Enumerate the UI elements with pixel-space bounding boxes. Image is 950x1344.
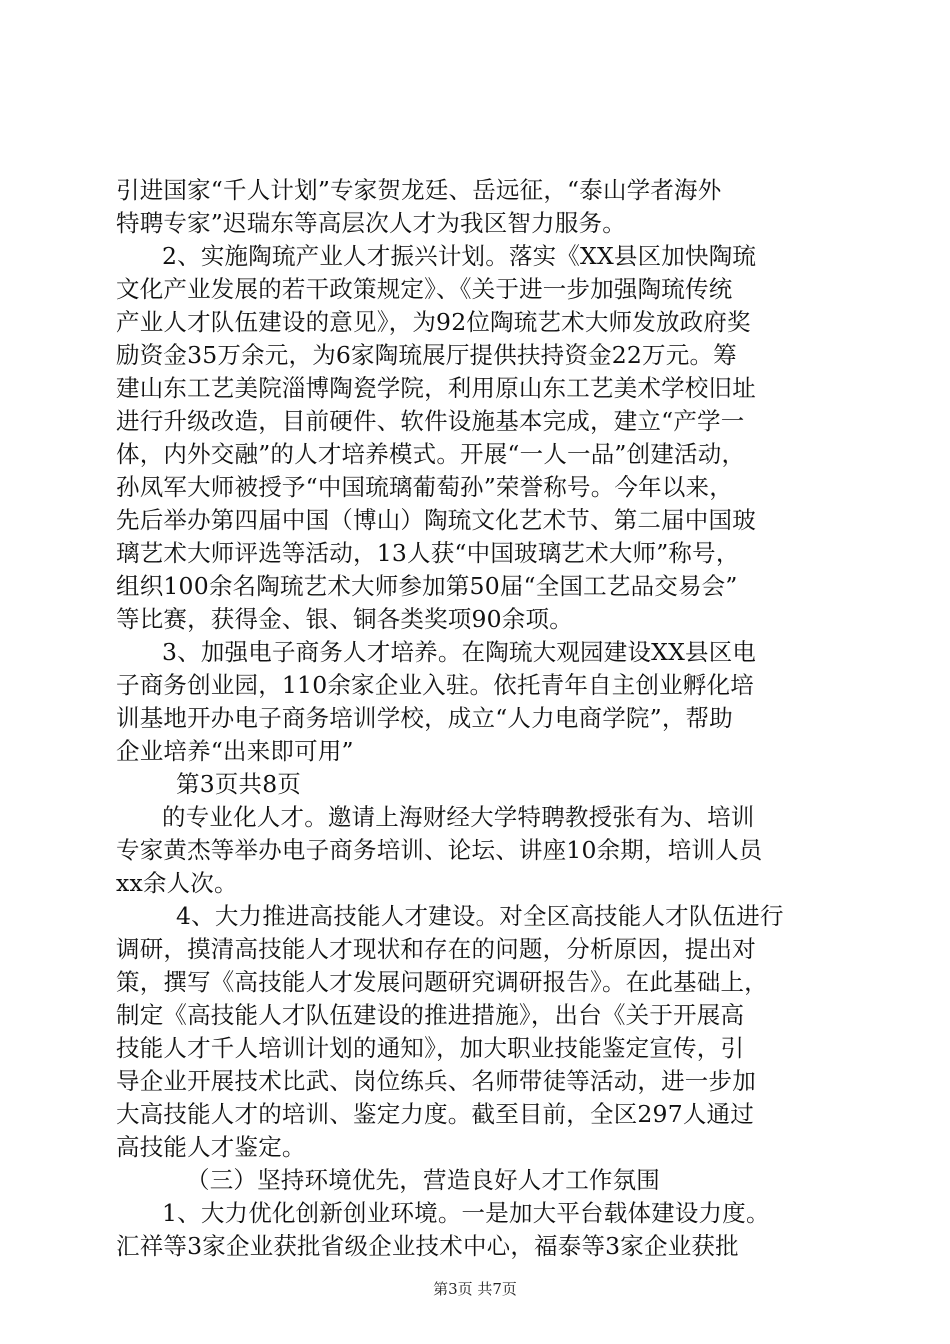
text-line: 导企业开展技术比武、岗位练兵、名师带徒等活动，进一步加 <box>116 1067 756 1095</box>
text-line: xx余人次。 <box>116 869 238 897</box>
text-line: 建山东工艺美院淄博陶瓷学院，利用原山东工艺美术学校旧址 <box>116 374 756 402</box>
text-line: 特聘专家”迟瑞东等高层次人才为我区智力服务。 <box>116 209 626 237</box>
page-footer: 第3页 共7页 <box>433 1280 517 1298</box>
text-line: 引进国家“千人计划”专家贺龙廷、岳远征，“泰山学者海外 <box>116 176 722 204</box>
text-line: 孙凤军大师被授予“中国琉璃葡萄孙”荣誉称号。今年以来， <box>116 473 733 501</box>
text-line: 1、大力优化创新创业环境。一是加大平台载体建设力度。 <box>162 1199 770 1227</box>
text-line: 技能人才千人培训计划的通知》，加大职业技能鉴定宣传，引 <box>116 1034 745 1062</box>
text-line: （三）坚持环境优先，营造良好人才工作氛围 <box>186 1166 660 1194</box>
text-line: 璃艺术大师评选等活动，13人获“中国玻璃艺术大师”称号， <box>116 539 740 567</box>
text-line: 高技能人才鉴定。 <box>116 1133 306 1161</box>
text-line: 等比赛，获得金、银、铜各类奖项90余项。 <box>116 605 573 633</box>
text-line: 大高技能人才的培训、鉴定力度。截至目前，全区297人通过 <box>116 1100 754 1128</box>
text-line: 企业培养“出来即可用” <box>116 737 354 765</box>
text-line: 组织100余名陶琉艺术大师参加第50届“全国工艺品交易会” <box>116 572 738 600</box>
text-line: 训基地开办电子商务培训学校，成立“人力电商学院”，帮助 <box>116 704 733 732</box>
text-line: 体，内外交融”的人才培养模式。开展“一人一品”创建活动， <box>116 440 746 468</box>
text-line: 文化产业发展的若干政策规定》、《关于进一步加强陶琉传统 <box>116 275 733 303</box>
text-line: 励资金35万余元，为6家陶琉展厅提供扶持资金22万元。筹 <box>116 341 737 369</box>
text-line: 策，撰写《高技能人才发展问题研究调研报告》。在此基础上， <box>116 968 768 996</box>
text-line: 制定《高技能人才队伍建设的推进措施》，出台《关于开展高 <box>116 1001 745 1029</box>
text-line: 汇祥等3家企业获批省级企业技术中心，福泰等3家企业获批 <box>116 1232 739 1260</box>
body-text <box>116 174 836 1263</box>
text-line: 的专业化人才。邀请上海财经大学特聘教授张有为、培训 <box>162 803 755 831</box>
text-line: 进行升级改造，目前硬件、软件设施基本完成，建立“产学一 <box>116 407 745 435</box>
text-line: 2、实施陶琉产业人才振兴计划。落实《XX县区加快陶琉 <box>162 242 757 270</box>
text-line: 产业人才队伍建设的意见》，为92位陶琉艺术大师发放政府奖 <box>116 308 751 336</box>
text-line: 3、加强电子商务人才培养。在陶琉大观园建设XX县区电 <box>162 638 757 666</box>
text-line: 4、大力推进高技能人才建设。对全区高技能人才队伍进行 <box>176 902 784 930</box>
text-line: 第3页共8页 <box>176 770 302 798</box>
text-line: 专家黄杰等举办电子商务培训、论坛、讲座10余期，培训人员 <box>116 836 763 864</box>
text-line: 先后举办第四届中国（博山）陶琉文化艺术节、第二届中国玻 <box>116 506 756 534</box>
text-line: 调研，摸清高技能人才现状和存在的问题，分析原因，提出对 <box>116 935 756 963</box>
text-line: 子商务创业园，110余家企业入驻。依托青年自主创业孵化培 <box>116 671 754 699</box>
